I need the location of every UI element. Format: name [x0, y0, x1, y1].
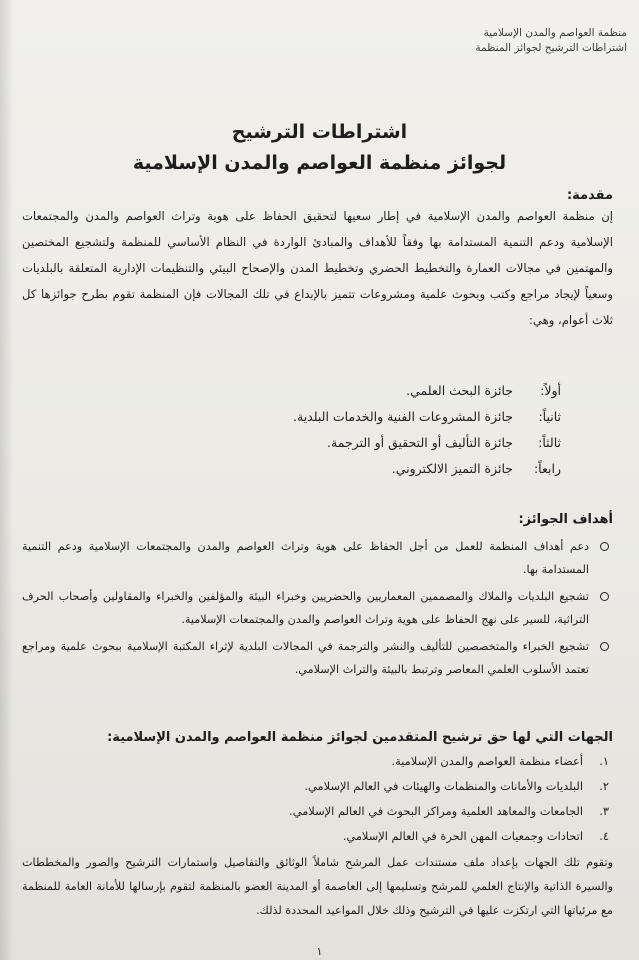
intro-heading: مقدمة:	[566, 188, 613, 203]
awards-list	[160, 378, 561, 482]
award-item	[160, 378, 561, 404]
entity-number: ٢.	[599, 779, 609, 793]
entity-item	[22, 749, 613, 774]
entity-item	[22, 774, 613, 799]
entity-item	[22, 824, 613, 849]
goal-item	[22, 635, 613, 681]
title-sub: لجوائز منظمة العواصم والمدن الإسلامية	[132, 152, 507, 174]
goal-text: تشجيع الخبراء والمتخصصين للتأليف والنشر والترجمة في المجالات البلدية لإثراء المكتبة الإسلامية ببحوث علمية ومراجع تعتمد الأسلوب العلمي المعاصر وترتبط بالبيئة والتراث الإسلامي.	[22, 640, 589, 676]
entity-text: أعضاء منظمة العواصم والمدن الإسلامية.	[391, 754, 583, 768]
award-item	[160, 404, 561, 430]
award-name: جائزة البحث العلمي.	[406, 383, 513, 398]
intro-section	[22, 188, 613, 333]
goal-item	[22, 535, 613, 581]
page-number: ١	[316, 945, 323, 958]
entity-item	[22, 799, 613, 824]
header-subject: اشتراطات الترشيح لجوائز المنظمة	[475, 42, 627, 54]
award-name: جائزة التميز الالكتروني.	[391, 461, 513, 476]
document-title	[0, 118, 639, 178]
award-name: جائزة المشروعات الفنية والخدمات البلدية.	[293, 409, 513, 424]
goal-item	[22, 585, 613, 631]
award-item	[160, 456, 561, 482]
goals-heading: أهداف الجوائز:	[518, 512, 613, 527]
entity-text: الجامعات والمعاهد العلمية ومراكز البحوث في العالم الإسلامي.	[289, 804, 583, 818]
entity-text: البلديات والأمانات والمنظمات والهيئات في العالم الإسلامي.	[304, 779, 583, 793]
entity-number: ١.	[599, 754, 609, 768]
award-name: جائزة التأليف أو التحقيق أو الترجمة.	[327, 435, 513, 450]
entity-number: ٣.	[599, 804, 609, 818]
entities-closing-paragraph: وتقوم تلك الجهات بإعداد ملف مستندات عمل المرشح شاملاً الوثائق والتفاصيل واستمارات الترشيح والصور والمخططات والسيرة الذاتية والإنتاج العلمي للمرشح وتسليمها إلى العاصمة أو المدينة العضو بالمنظمة لتقوم بإرسالها للأمانة العامة للمنظمة مع مرئياتها التي ارتكزت عليها في الترشيح وذلك خلال المواعيد المحددة لذلك.	[22, 856, 613, 917]
bullet-circle-icon	[600, 642, 609, 651]
goals-section	[22, 512, 613, 685]
header-organization: منظمة العواصم والمدن الإسلامية	[483, 27, 627, 39]
award-ordinal: ثانياً:	[538, 409, 561, 424]
award-item	[160, 430, 561, 456]
intro-paragraph: إن منظمة العواصم والمدن الإسلامية في إطار سعيها لتحقيق الحفاظ على هوية وتراث العواصم والمدن والمجتمعات الإسلامية ودعم التنمية المستدامة بها وفقاً للأهداف والمبادئ الواردة في النظام الأساسي للمنظمة ولتشجيع المختصين والمهتمين في مجالات العمارة والتخطيط الحضري وتخطيط المدن والإصحاح البيئي والتنظيمات الإدارية المتعلقة بالبلديات وسعياً لإيجاد مراجع وكتب وبحوث علمية ومشروعات تتميز بالإبداع في تلك المجالات فإن المنظمة تقوم بطرح جوائزها كل ثلاث أعوام، وهي:	[22, 209, 613, 327]
entity-number: ٤.	[599, 829, 609, 843]
bullet-circle-icon	[600, 542, 609, 551]
entity-text: اتحادات وجمعيات المهن الحرة في العالم الإسلامي.	[342, 829, 583, 843]
award-ordinal: رابعاً:	[533, 461, 561, 476]
entities-heading: الجهات التي لها حق ترشيح المتقدمين لجوائز منظمة العواصم والمدن الإسلامية:	[107, 730, 613, 745]
entities-section	[22, 730, 613, 923]
document-header	[475, 26, 627, 56]
bullet-circle-icon	[600, 592, 609, 601]
entities-list	[22, 749, 613, 849]
goal-text: دعم أهداف المنظمة للعمل من أجل الحفاظ على هوية وتراث العواصم والمدن والمجتمعات الإسلامية ودعم التنمية المستدامة بها.	[22, 540, 589, 576]
award-ordinal: أولاً:	[540, 383, 561, 398]
goal-text: تشجيع البلديات والملاك والمصممين المعماريين والحضريين وخبراء البيئة والمؤلفين والخبراء والمقاولين وأصحاب الحرف التراثية، للسير على نهج الحفاظ على هوية وتراث العواصم والمدن والمجتمعات الإسلامية.	[22, 590, 589, 626]
title-main: اشتراطات الترشيح	[231, 121, 408, 143]
award-ordinal: ثالثاً:	[538, 435, 561, 450]
goals-list	[22, 535, 613, 681]
